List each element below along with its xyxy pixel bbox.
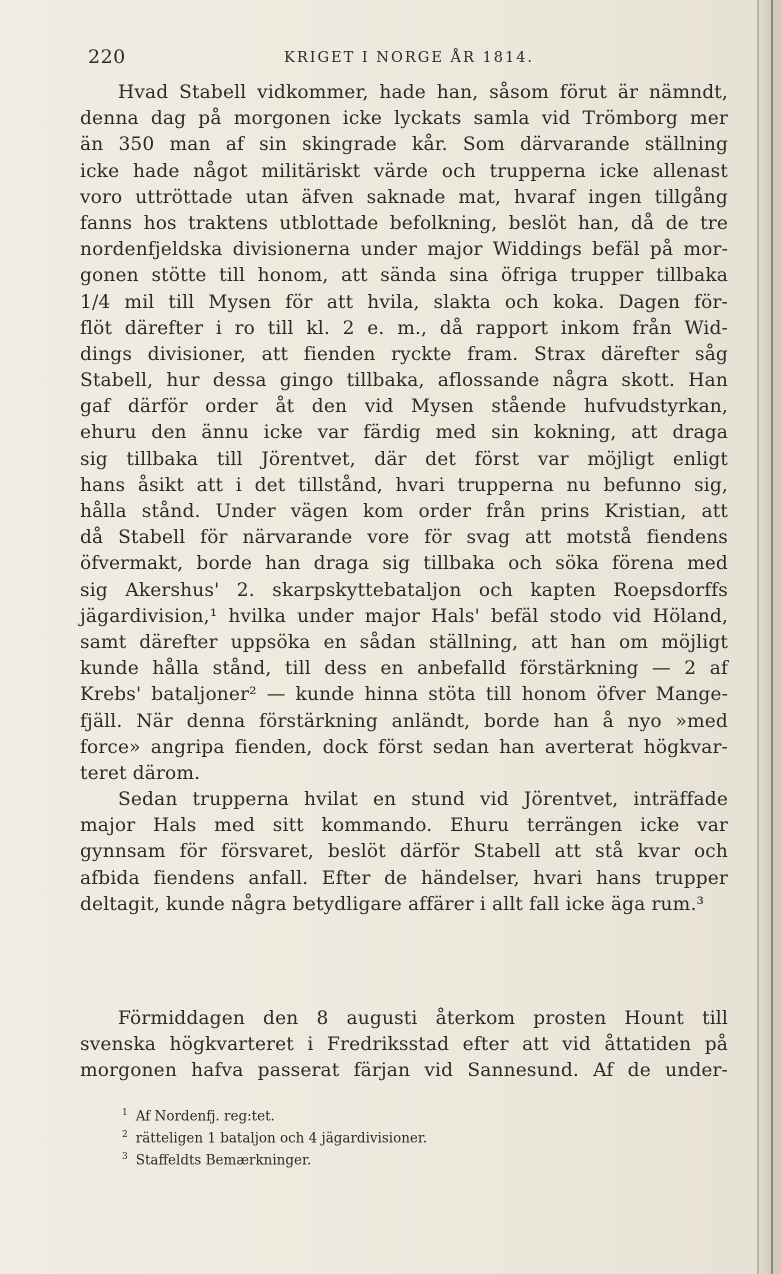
footnote-text: rätteligen 1 bataljon och 4 jägardivisioner. [135,1130,428,1147]
footnote-2 [122,1124,622,1146]
footnote-mark: 2 [122,1130,128,1140]
footnote-text: Staffeldts Bemærkninger. [135,1152,312,1169]
text-line: samt därefter uppsöka en sådan ställning, att han om möjligt [80,631,728,653]
footnote-3 [122,1146,622,1168]
text-line: voro uttröttade utan äfven saknade mat, hvaraf ingen tillgång [80,186,728,208]
page-number: 220 [88,46,126,68]
text-line: hålla stånd. Under vägen kom order från prins Kristian, att [80,501,728,522]
text-line: nordenfjeldska divisionerna under major Widdings befäl på mor- [80,239,728,261]
text-line: Förmiddagen den 8 augusti återkom prosten Hount till [118,1008,728,1029]
footnote-mark: 3 [122,1152,128,1162]
paragraph-1 [80,80,728,918]
text-line: morgonen hafva passerat färjan vid Sannesund. Af de under- [80,1060,728,1082]
footnotes [122,1102,622,1168]
text-line: gonen stötte till honom, att sända sina öfriga trupper tillbaka [80,265,728,287]
footnote-text: Af Nordenfj. reg:tet. [135,1108,275,1125]
footnote-mark: 1 [122,1108,128,1118]
text-line: öfvermakt, borde han draga sig tillbaka och söka förena med [80,553,728,575]
text-line: Hvad Stabell vidkommer, hade han, såsom förut är nämndt, [118,82,728,103]
text-line: än 350 man af sin skingrade kår. Som därvarande ställning [80,134,728,156]
text-line: teret därom. [80,762,201,784]
text-line: ehuru den ännu icke var färdig med sin kokning, att draga [80,422,728,444]
text-line: svenska högkvarteret i Fredriksstad efter att vid åttatiden på [80,1034,728,1056]
text-line: major Hals med sitt kommando. Ehuru terrängen icke var [80,815,728,837]
text-line: kunde hålla stånd, till dess en anbefalld förstärkning — 2 af [80,658,728,680]
text-line: då Stabell för närvarande vore för svag att motstå fiendens [80,527,728,549]
page-header [88,46,728,72]
text-line: deltagit, kunde några betydligare affärer i allt fall icke äga rum.³ [80,893,705,915]
text-line: fanns hos traktens utblottade befolkning, beslöt han, då de tre [80,212,728,234]
text-line: sig tillbaka till Jörentvet, där det först var möjligt enligt [80,448,728,470]
text-line: hans åsikt att i det tillstånd, hvari trupperna nu befunno sig, [80,474,728,496]
text-line: gaf därför order åt den vid Mysen stående hufvudstyrkan, [80,396,728,418]
footnote-1 [122,1102,622,1124]
text-line: Stabell, hur dessa gingo tillbaka, aflossande några skott. Han [80,370,728,392]
text-line: denna dag på morgonen icke lyckats samla vid Trömborg mer [80,108,728,130]
text-line: dings divisioner, att fienden ryckte fram. Strax därefter såg [80,343,728,365]
paragraph-2 [80,1006,728,1085]
text-line: jägardivision,¹ hvilka under major Hals' befäl stodo vid Höland, [80,605,728,627]
running-title: KRIGET I NORGE ÅR 1814. [284,50,535,66]
text-line: 1/4 mil till Mysen för att hvila, slakta och koka. Dagen för- [80,291,728,313]
text-line: icke hade något militäriskt värde och trupperna icke allenast [80,160,728,182]
text-line: Sedan trupperna hvilat en stund vid Jörentvet, inträffade [118,789,728,811]
text-line: force» angripa fienden, dock först sedan han averterat högkvar- [80,736,728,758]
text-line: flöt därefter i ro till kl. 2 e. m., då rapport inkom från Wid- [80,317,728,339]
text-line: Krebs' bataljoner² — kunde hinna stöta till honom öfver Mange- [80,684,728,706]
binding-line [771,0,773,1274]
text-line: sig Akershus' 2. skarpskyttebataljon och kapten Roepsdorffs [80,579,728,601]
page-edge [757,0,781,1274]
text-line: afbida fiendens anfall. Efter de händelser, hvari hans trupper [80,867,728,889]
text-line: fjäll. När denna förstärkning anländt, borde han å nyo »med [80,710,728,732]
text-line: gynnsam för försvaret, beslöt därför Stabell att stå kvar och [80,841,728,863]
